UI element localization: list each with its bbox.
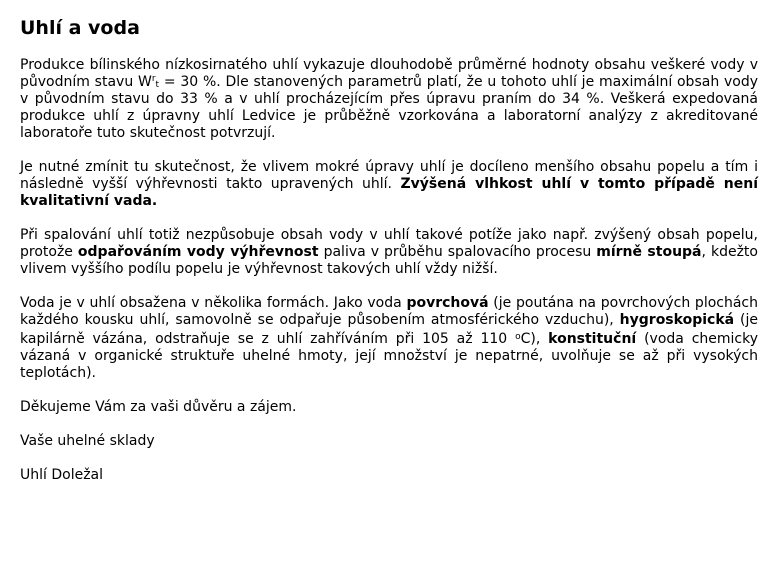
paragraph-water-content (20, 57, 758, 142)
page-title: Uhlí a voda (20, 17, 140, 39)
p2-text-a: Je nutné zmínit tu skutečnost, že vlivem mokré úpravy uhlí je docíleno menšího obsahu popelu a tím i následně vyšší výhřevnosti takto upravených uhlí. (20, 159, 758, 192)
p1-text-a: Produkce bílinského nízkosirnatého uhlí vykazuje dlouhodobě průměrné hodnoty obsahu veškeré vody v původním stavu W (20, 57, 758, 90)
p4-text-c: (je kapilárně vázána, odstraňuje se z uhlí zahříváním při 105 až 110 (20, 312, 758, 347)
p3-text-c: , kdežto vlivem vyššího podílu popelu je výhřevnost takových uhlí vždy nižší. (20, 244, 758, 277)
p4-bold-2: hygroskopická (619, 312, 735, 328)
p1-text-b: = 30 %. Dle stanovených parametrů platí, že u tohoto uhlí je maximální obsah vody v původním stavu do 33 % a v uhlí procházejícím přes úpravu praním do 34 %. Veškerá expedovaná produkce uhlí z úpravny uhlí Ledvice je průběžně vzorkována a laboratorní analýzy z akreditované laboratoře tuto skutečnost potvrzují. (20, 74, 758, 141)
p1-sub: t (155, 80, 160, 90)
p4-bold-1: povrchová (406, 295, 489, 311)
p4-bold-3: konstituční (548, 331, 637, 347)
p3-text-a: Při spalování uhlí totiž nezpůsobuje obsah vody v uhlí takové potíže jako např. zvýšený obsah popelu, protože (20, 227, 758, 260)
p4-text-e: (voda chemicky vázaná v organické struktuře uhelné hmoty, její množství je nepatrné, uvolňuje se až při vysokých teplotách). (20, 331, 759, 381)
paragraph-water-forms (20, 295, 758, 382)
p4-degree: o (515, 332, 521, 342)
p4-text-a: Voda je v uhlí obsažena v několika formách. Jako voda (20, 295, 407, 311)
paragraph-wet-processing (20, 159, 758, 210)
p3-bold-2: mírně stoupá (596, 244, 702, 260)
p4-text-b: (je poutána na povrchových plochách každého kousku uhlí, samovolně se odpařuje působením atmosférického vzduchu), (20, 295, 758, 328)
paragraph-combustion (20, 227, 758, 278)
p2-bold: Zvýšená vlhkost uhlí v tomto případě není kvalitativní vada. (20, 176, 758, 209)
p3-text-b: paliva v průběhu spalovacího procesu (318, 244, 597, 260)
p4-text-d: C), (520, 331, 549, 347)
paragraph-signoff: Vaše uhelné sklady (20, 433, 155, 449)
p3-bold-1: odpařováním vody výhřevnost (77, 244, 319, 260)
p1-sup: r (151, 74, 156, 84)
paragraph-company: Uhlí Doležal (20, 467, 104, 483)
paragraph-thanks: Děkujeme Vám za vaši důvěru a zájem. (20, 399, 297, 415)
